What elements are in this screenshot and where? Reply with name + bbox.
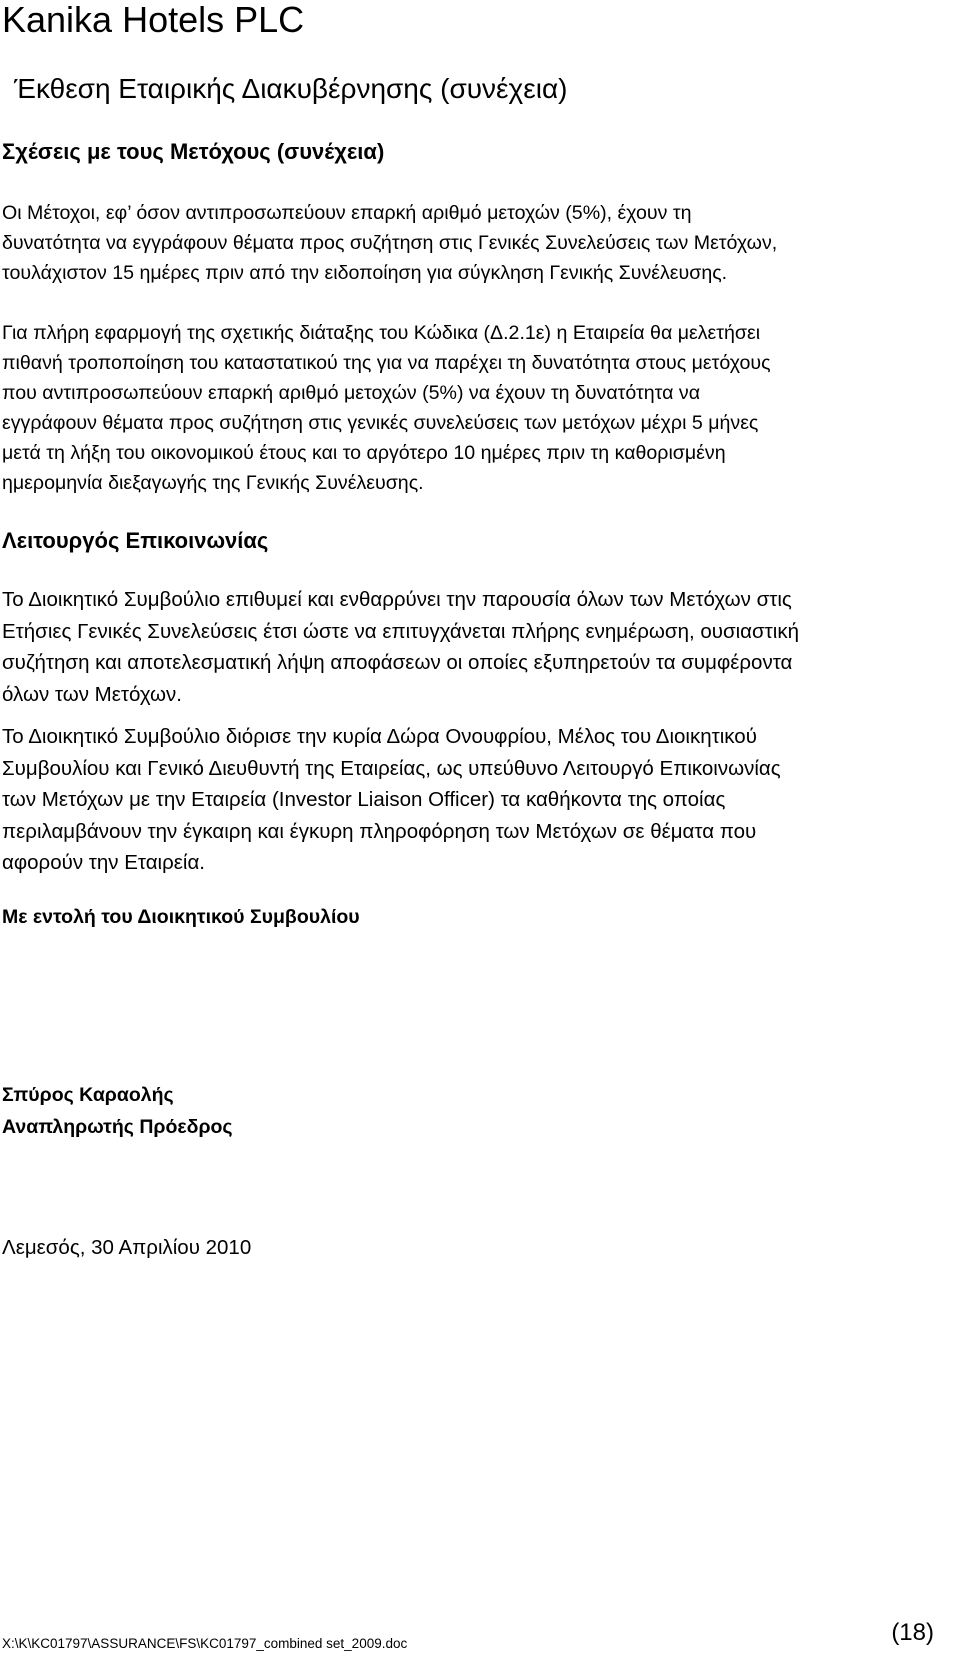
text-line: τουλάχιστον 15 ημέρες πριν από την ειδοποίηση για σύγκληση Γενικής Συνέλευσης. [2,262,728,284]
text-line: Το Διοικητικό Συμβούλιο διόρισε την κυρία Δώρα Ονουφρίου, Μέλος του Διοικητικού [2,725,757,748]
text-line: Το Διοικητικό Συμβούλιο επιθυμεί και ενθαρρύνει την παρουσία όλων των Μετόχων στις [2,588,792,611]
paragraph-code-compliance [2,318,932,498]
text-line: Ετήσιες Γενικές Συνελεύσεις έτσι ώστε να επιτυγχάνεται πλήρης ενημέρωση, ουσιαστική [2,619,799,643]
text-line: όλων των Μετόχων. [2,682,182,706]
text-line: Συμβουλίου και Γενικό Διευθυντή της Εταιρείας, ως υπεύθυνο Λειτουργό Επικοινωνίας [2,756,781,780]
by-order-of-board: Με εντολή του Διοικητικού Συμβουλίου [2,906,360,928]
text-line: μετά τη λήξη του οικονομικού έτους και το αργότερο 10 ημέρες πριν τη καθορισμένη [2,442,726,464]
text-line: Για πλήρη εφαρμογή της σχετικής διάταξης του Κώδικα (Δ.2.1ε) η Εταιρεία θα μελετήσει [2,322,761,344]
page-number: (18) [891,1619,934,1646]
text-line: συζήτηση και αποτελεσματική λήψη αποφάσεων οι οποίες εξυπηρετούν τα συμφέροντα [2,651,793,674]
company-name: Kanika Hotels PLC [2,0,305,40]
signatory-title: Αναπληρωτής Πρόεδρος [2,1116,233,1138]
place-and-date: Λεμεσός, 30 Απριλίου 2010 [2,1236,252,1259]
text-line: εγγράφουν θέματα προς συζήτηση στις γενικές συνελεύσεις των μετόχων μέχρι 5 μήνες [2,412,759,434]
footer-file-path: X:\K\KC01797\ASSURANCE\FS\KC01797_combined set_2009.doc [2,1636,408,1651]
text-line: Οι Μέτοχοι, εφ’ όσον αντιπροσωπεύουν επαρκή αριθμό μετοχών (5%), έχουν τη [2,202,692,224]
paragraph-shareholder-rights [2,198,932,288]
text-line: των Μετόχων με την Εταιρεία (Investor Liaison Officer) τα καθήκοντα της οποίας [2,788,726,811]
paragraph-board-encouragement [2,584,932,710]
section-heading-shareholder-relations: Σχέσεις με τους Μετόχους (συνέχεια) [2,139,385,164]
paragraph-officer-appointment [2,721,932,879]
text-line: αφορούν την Εταιρεία. [2,851,205,874]
section-heading-communication-officer: Λειτουργός Επικοινωνίας [2,528,269,553]
text-line: που αντιπροσωπεύουν επαρκή αριθμό μετοχών (5%) να έχουν τη δυνατότητα να [2,382,701,404]
text-line: πιθανή τροποποίηση του καταστατικού της για να παρέχει τη δυνατότητα στους μετόχους [2,352,771,374]
text-line: ημερομηνία διεξαγωγής της Γενικής Συνέλευσης. [2,472,424,494]
text-line: περιλαμβάνουν την έγκαιρη και έγκυρη πληροφόρηση των Μετόχων σε θέματα που [2,819,757,843]
signatory-name: Σπύρος Καραολής [2,1084,174,1106]
report-title: Έκθεση Εταιρικής Διακυβέρνησης (συνέχεια) [14,73,568,104]
text-line: δυνατότητα να εγγράφουν θέματα προς συζήτηση στις Γενικές Συνελεύσεις των Μετόχων, [2,232,778,254]
